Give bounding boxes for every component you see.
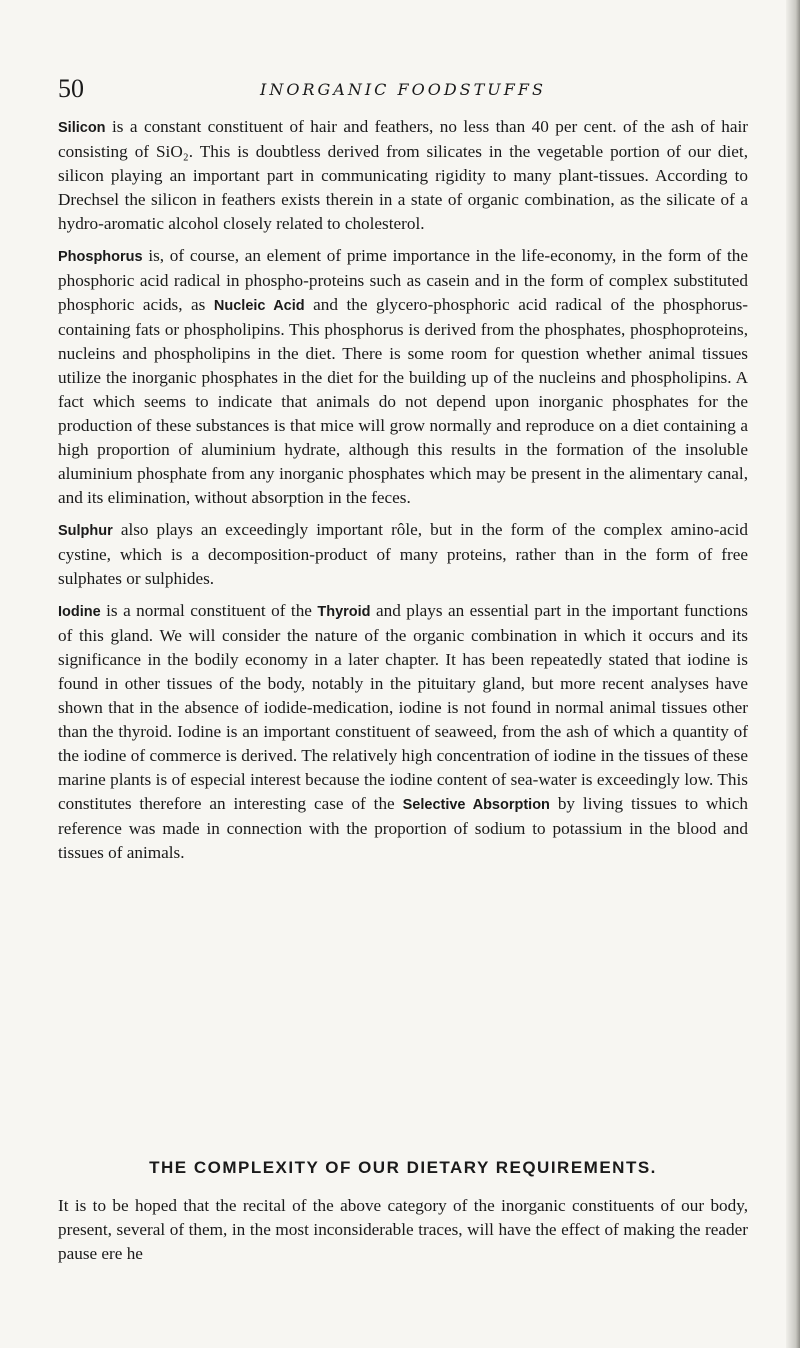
closing-paragraph: It is to be hoped that the recital of the above category of the inorganic constituents of our body, present, several of them, in the most inconsiderable traces, will have the effect of making the reader pause ere he bbox=[58, 1196, 748, 1263]
page-edge-shadow bbox=[786, 0, 800, 1348]
section-heading: THE COMPLEXITY OF OUR DIETARY REQUIREMENTS. bbox=[149, 1158, 657, 1177]
term-thyroid: Thyroid bbox=[317, 604, 371, 620]
paragraph-iodine bbox=[58, 599, 748, 865]
paragraph-sulphur bbox=[58, 518, 748, 591]
term-nucleic-acid: Nucleic Acid bbox=[213, 298, 305, 314]
term-silicon: Silicon bbox=[58, 120, 106, 136]
paragraph-phosphorus bbox=[58, 244, 748, 510]
paragraph-text: by living tissues to which reference was made in connection with the proportion of sodium to potassium in the blood and tissues of animals. bbox=[58, 794, 748, 862]
paragraph-text: and plays an essential part in the important functions of this gland. We will consider the nature of the organic combination in which it occurs and its significance in the bodily economy in a later chapter. It has been repeatedly stated that iodine is found in other tissues of the body, notably in the pituitary gland, but more recent analyses have shown that in the absence of iodide-medication, iodine is not found in normal animal tissues other than the thyroid. Iodine is an important constituent of seaweed, from the ash of which a quantity of the iodine of commerce is derived. The relatively high concentration of iodine in the tissues of these marine plants is of especial interest because the iodine content of sea-water is exceedingly low. This constitutes therefore an interesting case of the bbox=[58, 601, 748, 813]
term-iodine: Iodine bbox=[58, 604, 101, 620]
paragraph-text: also plays an exceedingly important rôle, but in the form of the complex amino-acid cystine, which is a decomposition-product of many proteins, rather than in the form of free sulphates or sulphides. bbox=[58, 520, 748, 588]
body-text bbox=[58, 115, 748, 873]
running-title: INORGANIC FOODSTUFFS bbox=[260, 80, 546, 99]
term-selective-absorption: Selective Absorption bbox=[402, 797, 550, 813]
term-phosphorus: Phosphorus bbox=[58, 249, 143, 265]
paragraph-silicon bbox=[58, 115, 748, 236]
paragraph-text: is a normal constituent of the bbox=[100, 601, 318, 620]
page-header bbox=[58, 74, 748, 106]
term-sulphur: Sulphur bbox=[58, 523, 113, 539]
paragraph-text: is a constant constituent of hair and feathers, no less than 40 per cent. of the ash of hair consisting of SiO₂. This is doubtless derived from silicates in the vegetable portion of our diet, silicon playing an important part in communicating rigidity to many plant-tissues. According to Drechsel the silicon in feathers exists therein in a state of organic combination, as the silicate of a hydro-aromatic alcohol closely related to cholesterol. bbox=[58, 117, 748, 233]
page-number: 50 bbox=[58, 74, 84, 103]
paragraph-text: and the glycero-phosphoric acid radical of the phosphorus-containing fats or phospholipins. This phosphorus is derived from the phosphates, phosphoproteins, nucleins and phospholipins in the diet. There is some room for question whether animal tissues utilize the inorganic phosphates in the diet for the building up of the nucleins and phospholipins. A fact which seems to indicate that animals do not depend upon inorganic phosphates for the production of these substances is that mice will grow normally and reproduce on a diet containing a high proportion of aluminium hydrate, although this results in the formation of the insoluble aluminium phosphate from any inorganic phosphates which may be present in the alimentary canal, and its elimination, without absorption in the feces. bbox=[58, 295, 748, 507]
paragraph-text: is, of course, an element of prime importance in the life-economy, in the form of the phosphoric acid radical in phospho-proteins such as casein and in the form of complex substituted phosphoric acids, as bbox=[58, 246, 748, 314]
